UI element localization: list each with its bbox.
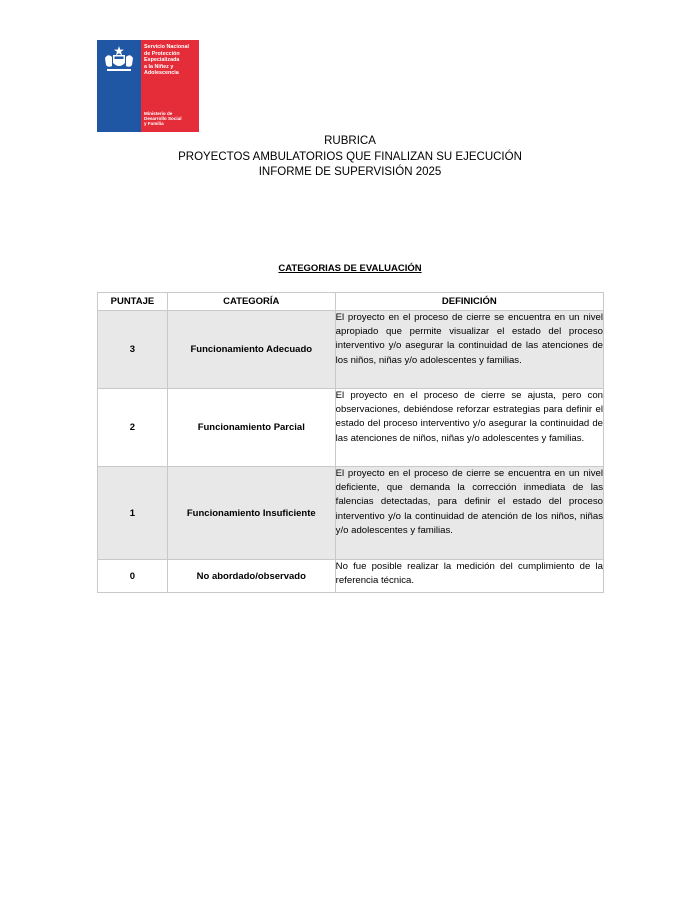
evaluation-categories-table	[97, 292, 604, 593]
title-line-1: RUBRICA	[324, 135, 376, 147]
table-header-row	[98, 293, 604, 311]
score-cell: 3	[98, 311, 168, 389]
logo-ministry-line: Desarrollo Social	[144, 116, 182, 122]
table-row	[98, 560, 604, 593]
definition-cell: El proyecto en el proceso de cierre se encuentra en un nivel deficiente, que demanda la corrección inmediata de las falencias detectadas, para definir el estado del proceso interventivo y/o la continuidad de atención de los niños, niñas y/o adolescentes y familias.	[335, 467, 603, 560]
score-cell: 2	[98, 389, 168, 467]
score-cell: 0	[98, 560, 168, 593]
logo-blue-panel	[97, 40, 141, 132]
logo-org-line: a la Niñez y	[144, 63, 174, 70]
definition-cell: El proyecto en el proceso de cierre se encuentra en un nivel apropiado que permite visualizar el estado del proceso interventivo y/o asegurar la continuidad de las atenciones de los niños, niñas y/o adolescentes y familias.	[335, 311, 603, 389]
logo-red-panel	[141, 40, 199, 132]
logo-org-line: Especializada	[144, 57, 180, 64]
category-cell: Funcionamiento Adecuado	[167, 311, 335, 389]
logo-ministry-line: Ministerio de	[144, 111, 173, 116]
definition-cell: No fue posible realizar la medición del cumplimiento de la referencia técnica.	[335, 560, 603, 593]
section-heading: CATEGORIAS DE EVALUACIÓN	[278, 263, 422, 274]
logo-org-line: Servicio Nacional	[144, 44, 189, 50]
table-row	[98, 311, 604, 389]
table-row	[98, 467, 604, 560]
logo-ministry-line: y Familia	[144, 121, 164, 127]
logo-ministry-name	[144, 111, 198, 127]
logo-org-line: Adolescencia	[144, 70, 179, 77]
category-cell: Funcionamiento Parcial	[167, 389, 335, 467]
score-cell: 1	[98, 467, 168, 560]
category-cell: Funcionamiento Insuficiente	[167, 467, 335, 560]
header-definicion: DEFINICIÓN	[335, 293, 603, 311]
institution-logo	[97, 40, 199, 132]
logo-org-line: de Protección	[144, 50, 180, 57]
table-row	[98, 389, 604, 467]
title-line-2: PROYECTOS AMBULATORIOS QUE FINALIZAN SU EJECUCIÓN	[178, 150, 522, 163]
document-title	[0, 134, 700, 181]
coat-of-arms-icon	[102, 44, 136, 74]
header-puntaje: PUNTAJE	[98, 293, 168, 311]
logo-organization-name	[144, 44, 198, 77]
category-cell: No abordado/observado	[167, 560, 335, 593]
header-categoria: CATEGORÍA	[167, 293, 335, 311]
definition-cell: El proyecto en el proceso de cierre se ajusta, pero con observaciones, debiéndose reforzar estrategias para definir el estado del proceso interventivo y/o asegurar la continuidad de las atenciones de niños, niñas y/o adolescentes y familias.	[335, 389, 603, 467]
title-line-3: INFORME DE SUPERVISIÓN 2025	[258, 166, 442, 178]
